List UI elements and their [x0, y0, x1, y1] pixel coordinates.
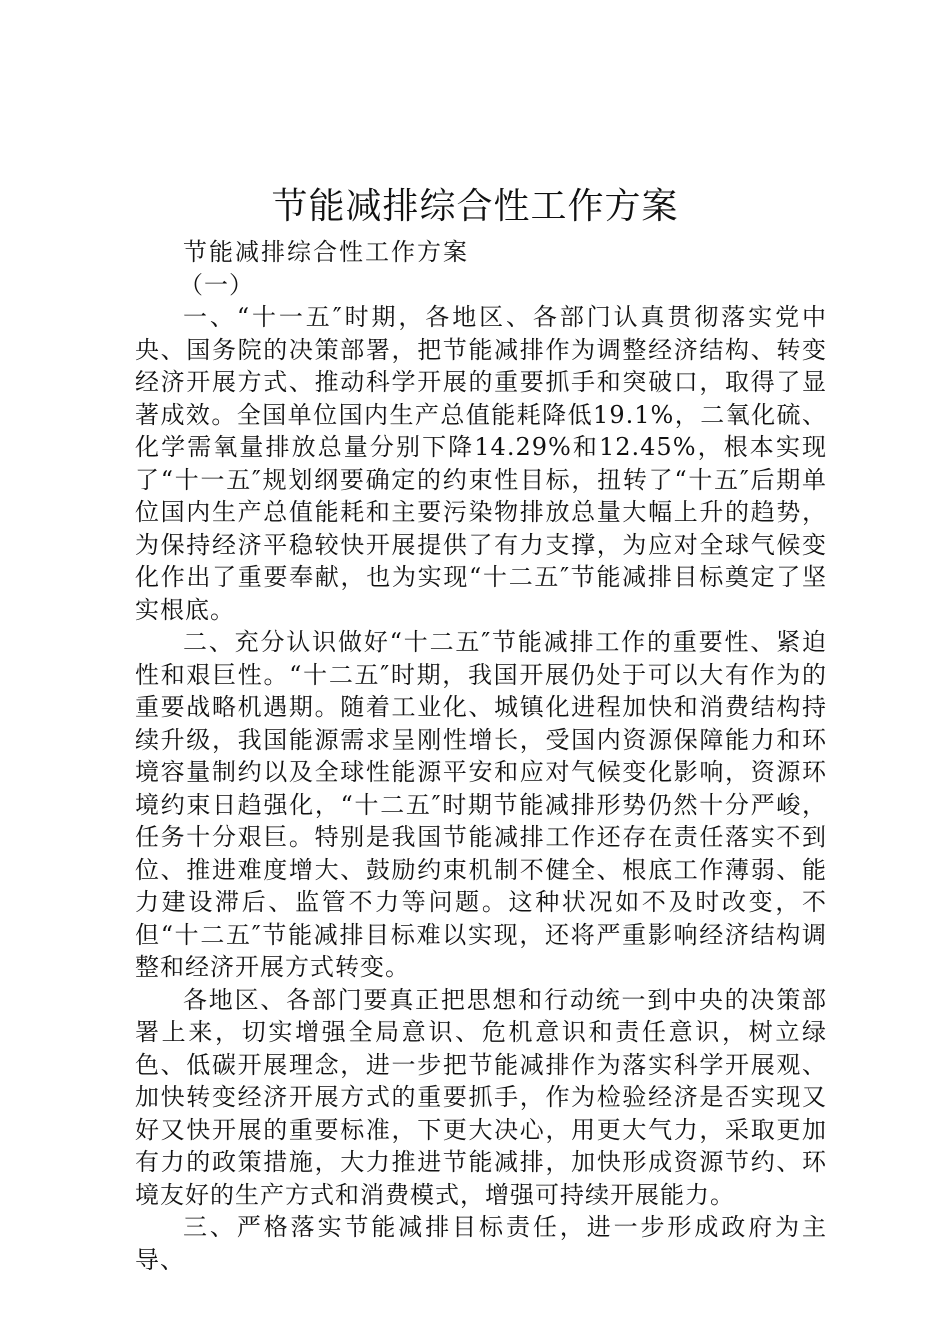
paragraph-1: 一、“十一五″时期，各地区、各部门认真贯彻落实党中央、国务院的决策部署，把节能减排作为调整经济结构、转变经济开展方式、推动科学开展的重要抓手和突破口，取得了显著成效。全国单位国内生产总值能耗降低19.1%，二氧化硫、化学需氧量排放总量分别下降14.29%和12.45%，根本实现了“十一五″规划纲要确定的约束性目标，扭转了“十五″后期单位国内生产总值能耗和主要污染物排放总量大幅上升的趋势，为保持经济平稳较快开展提供了有力支撑，为应对全球气候变化作出了重要奉献，也为实现“十二五″节能减排目标奠定了坚实根底。 — [135, 303, 827, 624]
section-marker: （一） — [179, 270, 254, 299]
paragraph-4: 三、严格落实节能减排目标责任，进一步形成政府为主导、 — [135, 1213, 827, 1274]
paragraph-2: 二、充分认识做好“十二五″节能减排工作的重要性、紧迫性和艰巨性。“十二五″时期，我国开展仍处于可以大有作为的重要战略机遇期。随着工业化、城镇化进程加快和消费结构持续升级，我国能源需求呈刚性增长，受国内资源保障能力和环境容量制约以及全球性能源平安和应对气候变化影响，资源环境约束日趋强化，“十二五″时期节能减排形势仍然十分严峻，任务十分艰巨。特别是我国节能减排工作还存在责任落实不到位、推进难度增大、鼓励约束机制不健全、根底工作薄弱、能力建设滞后、监管不力等问题。这种状况如不及时改变，不但“十二五″节能减排目标难以实现，还将严重影响经济结构调整和经济开展方式转变。 — [135, 628, 827, 981]
paragraph-3: 各地区、各部门要真正把思想和行动统一到中央的决策部署上来，切实增强全局意识、危机意识和责任意识，树立绿色、低碳开展理念，进一步把节能减排作为落实科学开展观、加快转变经济开展方式的重要抓手，作为检验经济是否实现又好又快开展的重要标准，下更大决心，用更大气力，采取更加有力的政策措施，大力推进节能减排，加快形成资源节约、环境友好的生产方式和消费模式，增强可持续开展能力。 — [135, 985, 827, 1209]
document-body — [135, 236, 827, 1276]
document-title: 节能减排综合性工作方案 — [271, 186, 679, 227]
document-subtitle: 节能减排综合性工作方案 — [183, 238, 469, 266]
